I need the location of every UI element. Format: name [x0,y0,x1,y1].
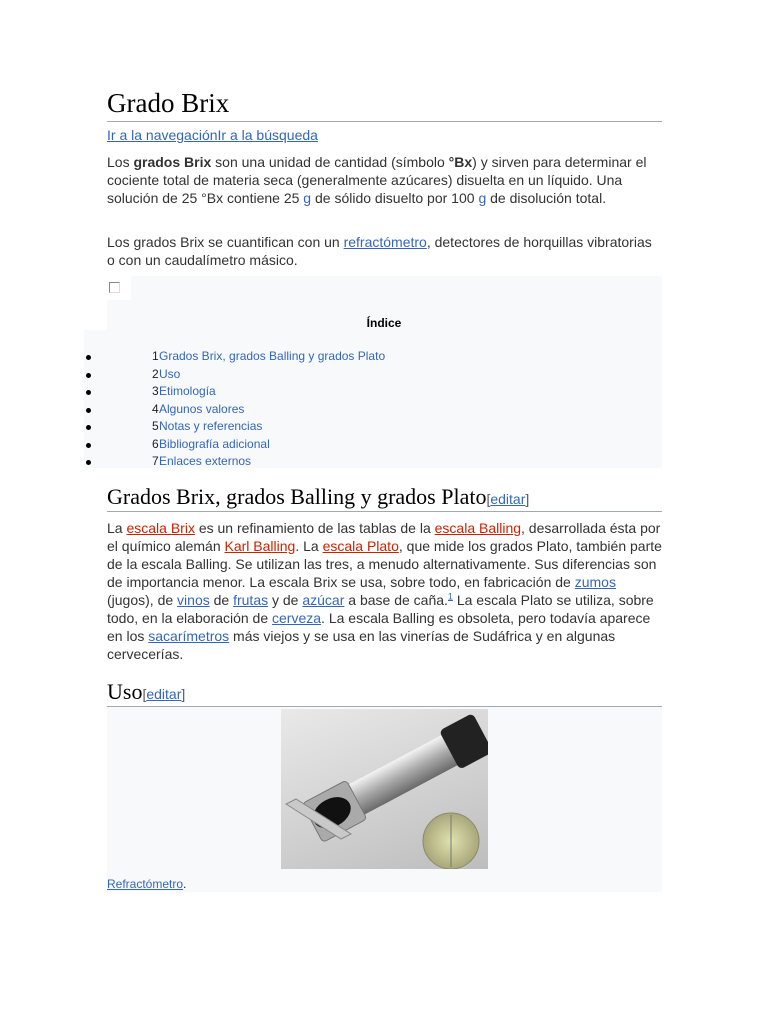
intro-paragraph-2 [107,233,662,269]
page-title: Grado Brix [107,88,662,122]
text: ) y sirven para determinar el cociente total de materia seca (generalmente azúcares) disuelta en un líquido. Una solución de 25 °Bx contiene 25 [107,154,647,206]
jump-to-search-link[interactable]: Ir a la búsqueda [217,127,318,143]
toc-link-bibliografia[interactable]: Bibliografía adicional [159,436,270,451]
edit-section: [editar] [486,491,530,507]
toc-number: 7 [152,454,159,468]
cerveza-link[interactable]: cerveza [272,610,322,626]
bullet-icon [86,408,91,413]
toc-toggle-checkbox[interactable] [109,282,120,293]
bullet-icon [86,460,91,465]
text: y de [268,592,303,608]
karl-balling-link[interactable]: Karl Balling [224,538,296,554]
gram-link[interactable]: g [478,190,487,206]
toc-number: 3 [152,384,159,398]
text: es un refinamiento de las tablas de la [194,520,435,536]
text: , que mide los grados Plato, también parte de la escala Balling. Se utilizan las tres, a menudo alternativamente. Sus diferencias son de importancia menor. La escala Brix se usa, sobre todo, en fabricación de [107,538,662,590]
toc-number: 2 [152,366,159,381]
text: La [107,520,127,536]
toc-number: 6 [152,436,159,451]
bullet-icon [86,443,91,448]
vinos-link[interactable]: vinos [177,592,210,608]
text: a base de caña. [344,592,448,608]
jump-links [107,127,318,143]
section-heading-uso [107,679,662,707]
escala-plato-link[interactable]: escala Plato [322,538,399,554]
toc-link-valores[interactable]: Algunos valores [159,401,245,416]
edit-link[interactable]: editar [490,491,526,507]
refractometro-link[interactable]: refractómetro [343,234,427,250]
escala-brix-link[interactable]: escala Brix [126,520,195,536]
edit-link[interactable]: editar [146,686,182,702]
text: . La [295,538,323,554]
caption-refractometro-link[interactable]: Refractómetro [107,877,184,891]
text: Los grados Brix se cuantifican con un [107,234,344,250]
section-paragraph [107,519,662,663]
section-heading-grados [107,484,662,512]
bold-term: grados Brix [133,154,212,170]
footnote-link[interactable]: 1 [447,591,453,602]
toc-number: 1 [152,349,159,363]
toc-number: 5 [152,419,159,433]
toc-number: 4 [152,401,159,416]
toc-title: Índice [366,316,402,330]
bullet-icon [86,425,91,430]
text: son una unidad de cantidad (símbolo [211,154,449,170]
jump-to-navigation-link[interactable]: Ir a la navegación [107,127,218,143]
refractometer-image[interactable] [281,709,488,869]
bullet-icon [86,355,91,360]
zumos-link[interactable]: zumos [574,574,616,590]
text: más viejos y se usa en las vinerías de Sudáfrica y en algunas cervecerías. [107,628,616,662]
heading-text: Grados Brix, grados Balling y grados Plato [107,484,487,509]
heading-text: Uso [107,679,143,704]
toc-link-notas[interactable]: Notas y referencias [159,419,263,433]
azucar-link[interactable]: azúcar [302,592,345,608]
toc-link-grados[interactable]: Grados Brix, grados Balling y grados Plato [159,349,386,363]
toc-link-enlaces[interactable]: Enlaces externos [159,454,252,468]
toc-link-etimologia[interactable]: Etimología [159,384,216,398]
text: (jugos), de [107,592,178,608]
text: de [209,592,234,608]
bold-symbol: °Bx [448,154,473,170]
text: Los [107,154,134,170]
text: de disolución total. [486,190,607,206]
bullet-icon [86,390,91,395]
gram-link[interactable]: g [303,190,312,206]
escala-balling-link[interactable]: escala Balling [434,520,522,536]
text: , detectores de horquillas vibratorias o con un caudalímetro másico. [107,234,652,268]
bullet-icon [86,373,91,378]
text: . La escala Balling es obsoleta, pero todavía aparece en los [107,610,651,644]
figure-refractometro [107,707,662,892]
text: . [183,877,187,891]
edit-section: [editar] [142,686,186,702]
table-of-contents [84,276,662,468]
text: La escala Plato se utiliza, sobre todo, en la elaboración de [107,592,654,626]
intro-paragraph-1 [107,153,662,207]
toc-link-uso[interactable]: Uso [159,366,181,381]
refractometer-illustration [281,709,488,869]
text: , desarrollada ésta por el químico alemán [107,520,661,554]
figure-caption [107,877,186,891]
sacarimetros-link[interactable]: sacarímetros [148,628,230,644]
text: de sólido disuelto por 100 [311,190,479,206]
frutas-link[interactable]: frutas [233,592,269,608]
